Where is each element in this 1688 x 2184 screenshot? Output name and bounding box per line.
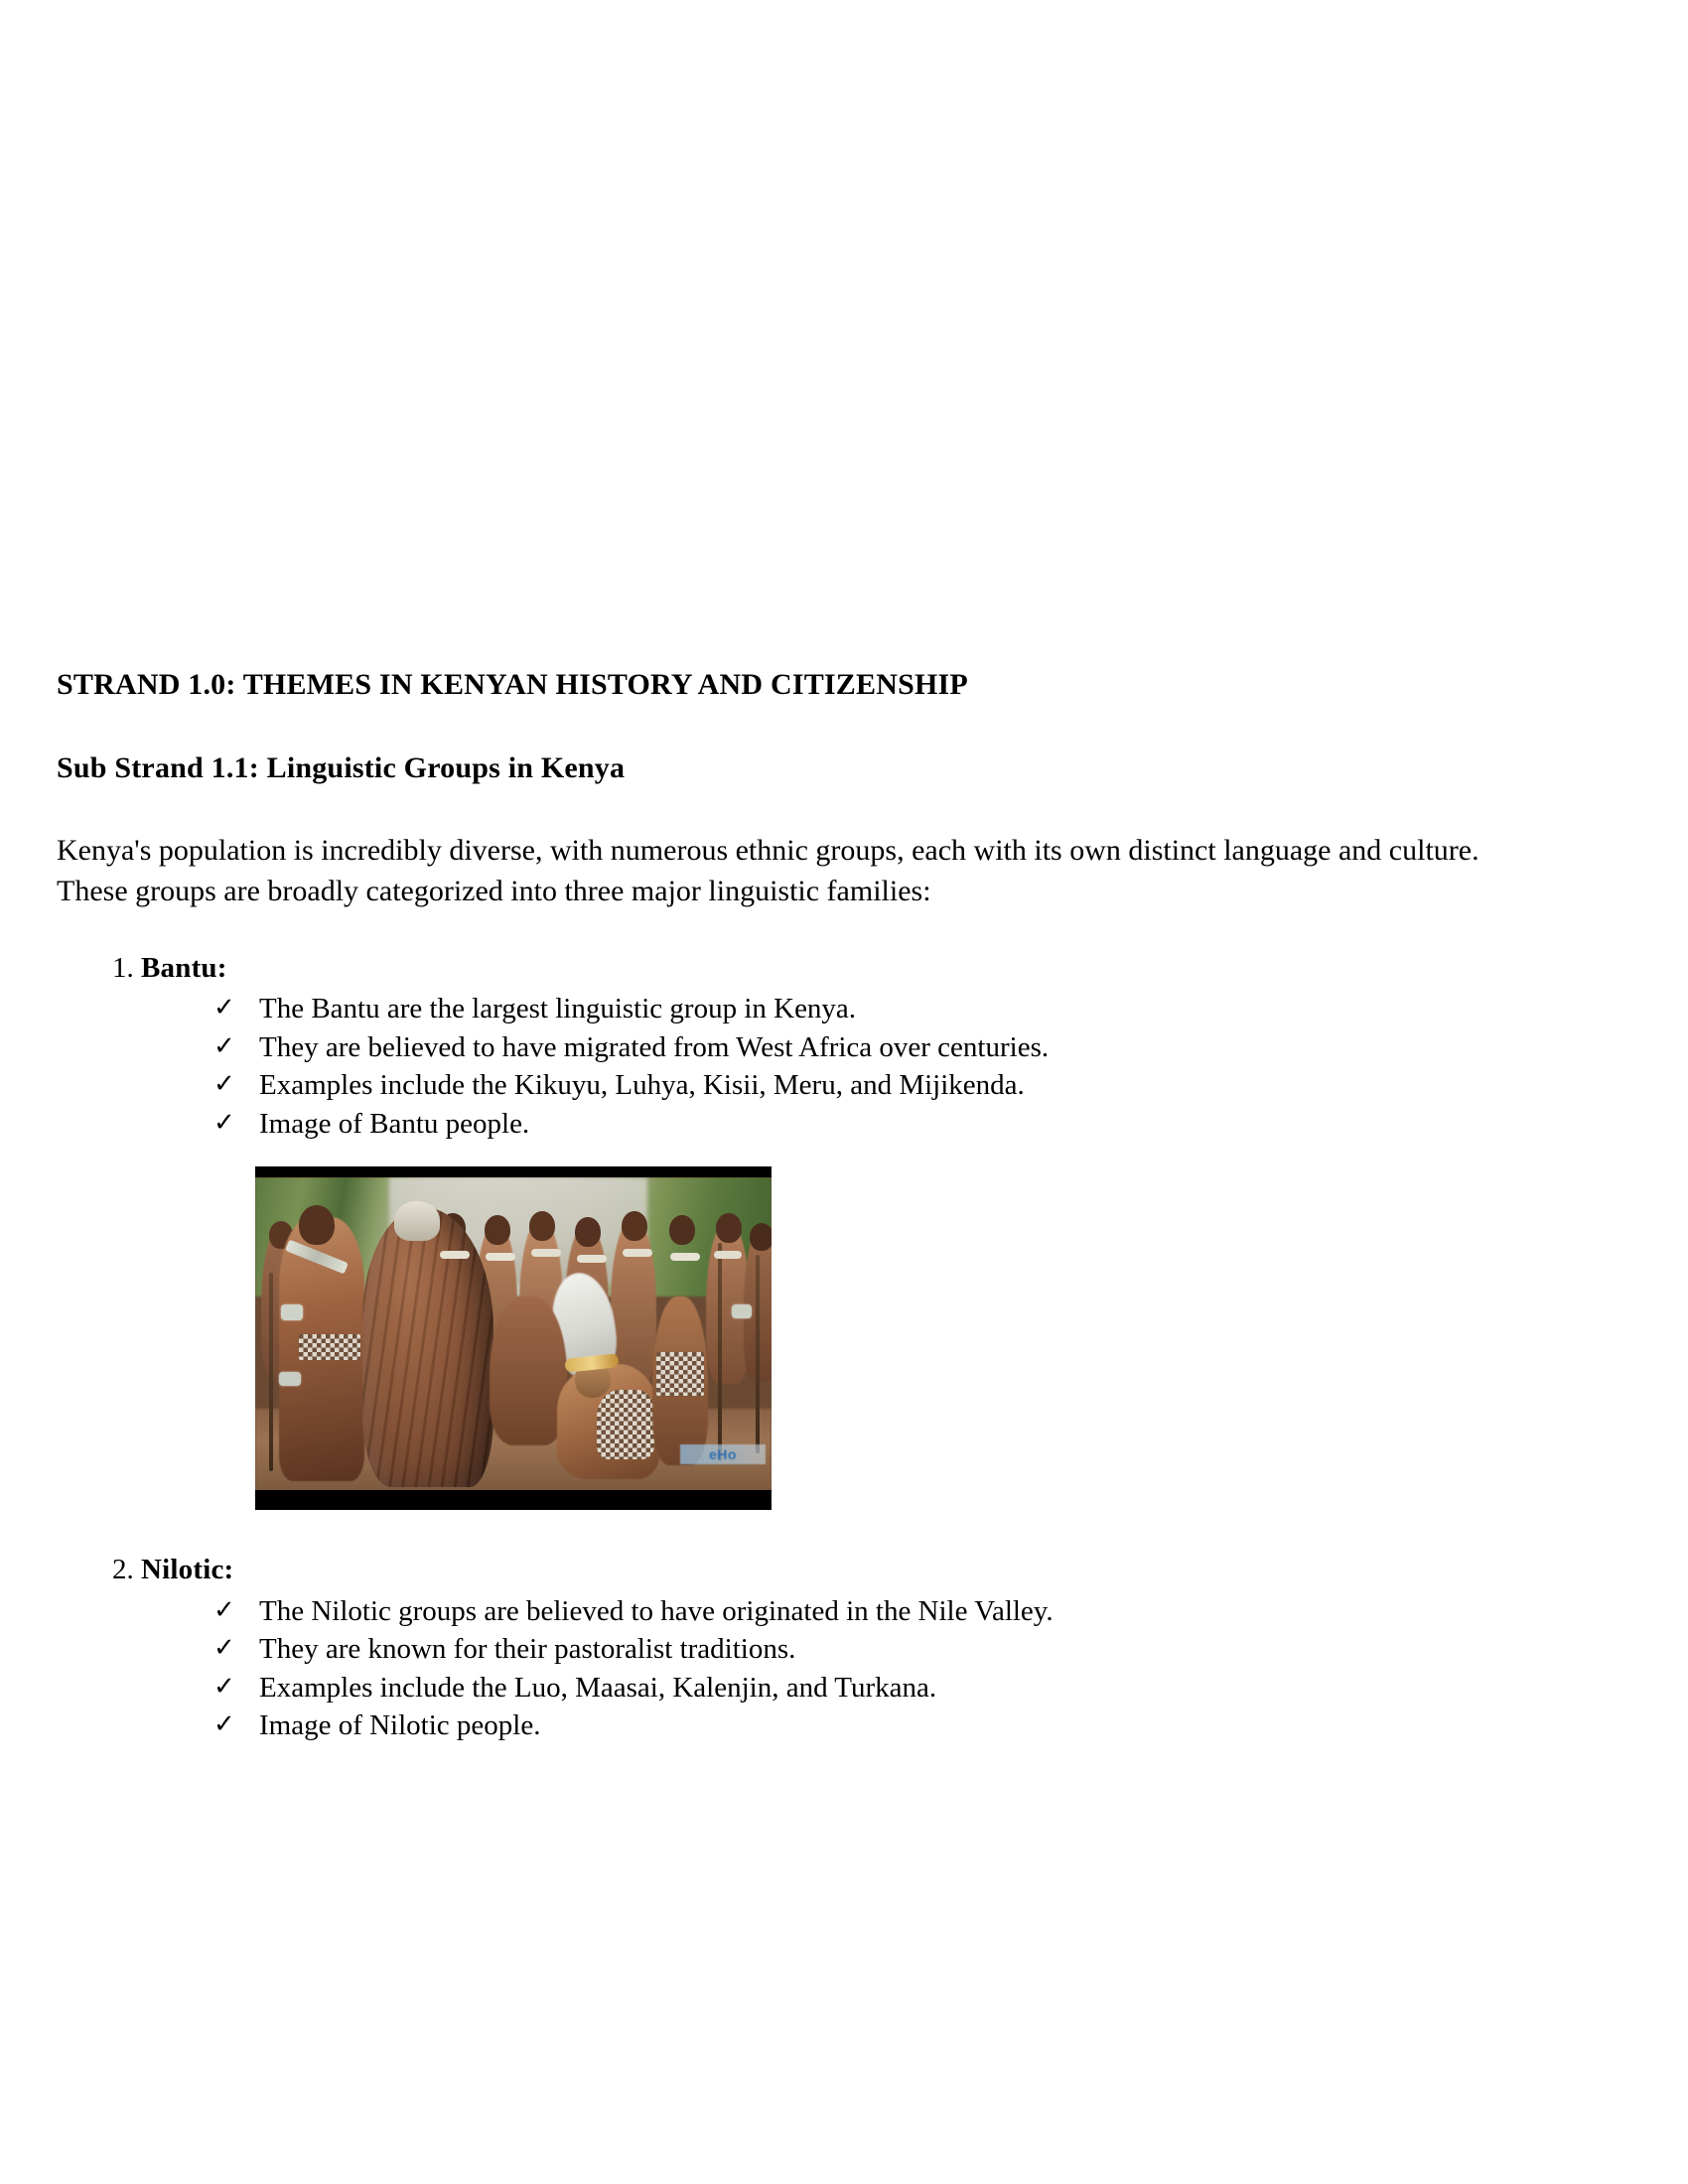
arm-band xyxy=(281,1304,303,1320)
check-icon: ✓ xyxy=(213,1709,235,1740)
group-heading-bantu xyxy=(57,950,1546,986)
list-item-text: Image of Bantu people. xyxy=(259,1107,530,1140)
group-number: 1. xyxy=(112,951,134,984)
linguistic-groups-list xyxy=(57,950,1546,1745)
list-item xyxy=(213,1028,1546,1067)
check-icon: ✓ xyxy=(213,1671,235,1702)
check-icon: ✓ xyxy=(213,993,235,1024)
list-item xyxy=(213,1669,1546,1707)
list-item xyxy=(213,1706,1546,1745)
check-icon: ✓ xyxy=(213,1633,235,1664)
crowd-figure-head xyxy=(529,1211,555,1241)
list-item-text: They are believed to have migrated from West Africa over centuries. xyxy=(259,1030,1050,1063)
crowd-figure-head xyxy=(669,1215,695,1245)
list-item xyxy=(213,1105,1546,1144)
document-content xyxy=(57,667,1546,1745)
cloaked-elder-head xyxy=(394,1201,440,1241)
list-item xyxy=(213,1066,1546,1105)
necklace xyxy=(531,1249,561,1257)
group-label: Nilotic: xyxy=(141,1554,234,1586)
photo-content xyxy=(255,1177,772,1490)
group-label: Bantu: xyxy=(141,951,227,984)
intro-paragraph: Kenya's population is incredibly diverse, with numerous ethnic groups, each with its own distinct language and culture. These groups are broadly categorized into three major linguistic families: xyxy=(57,834,1479,908)
spear-staff xyxy=(269,1273,273,1471)
crowd-figure-head xyxy=(716,1213,742,1243)
list-item xyxy=(213,1630,1546,1669)
necklace xyxy=(440,1251,470,1259)
check-icon: ✓ xyxy=(213,1107,235,1138)
arm-band xyxy=(279,1372,301,1386)
group-item-nilotic xyxy=(57,1552,1546,1745)
list-item-text: The Bantu are the largest linguistic group in Kenya. xyxy=(259,993,857,1025)
list-item-text: The Nilotic groups are believed to have originated in the Nile Valley. xyxy=(259,1594,1054,1627)
crowd-figure-head xyxy=(750,1223,772,1251)
beaded-skirt xyxy=(656,1352,704,1396)
cloaked-elder-figure xyxy=(362,1207,493,1487)
necklace xyxy=(670,1253,700,1261)
group-heading-nilotic xyxy=(57,1552,1546,1587)
list-item xyxy=(213,1592,1546,1631)
list-item-text: Image of Nilotic people. xyxy=(259,1709,541,1742)
attendant-figure xyxy=(490,1297,567,1445)
necklace xyxy=(486,1253,515,1261)
check-icon: ✓ xyxy=(213,1069,235,1100)
list-item-text: They are known for their pastoralist traditions. xyxy=(259,1633,796,1666)
spear-staff xyxy=(756,1255,760,1453)
bullet-list-nilotic xyxy=(57,1592,1546,1745)
list-item-text: Examples include the Luo, Maasai, Kalenjin, and Turkana. xyxy=(259,1671,937,1704)
crowd-figure-head xyxy=(575,1217,601,1247)
check-icon: ✓ xyxy=(213,1594,235,1625)
beaded-cape xyxy=(597,1390,654,1459)
beaded-belt xyxy=(299,1334,360,1360)
list-item-text: Examples include the Kikuyu, Luhya, Kisii, Meru, and Mijikenda. xyxy=(259,1069,1025,1102)
check-icon: ✓ xyxy=(213,1030,235,1061)
list-item xyxy=(213,990,1546,1028)
cloak-fold-texture xyxy=(362,1207,493,1487)
necklace xyxy=(714,1251,742,1259)
image-watermark: eHo xyxy=(680,1444,766,1464)
necklace xyxy=(577,1255,607,1263)
foreground-figure-head xyxy=(299,1205,335,1245)
figure-bantu-people xyxy=(57,1166,1546,1510)
spear-staff xyxy=(718,1243,722,1461)
arm-band xyxy=(732,1304,752,1318)
page-title: STRAND 1.0: THEMES IN KENYAN HISTORY AND CITIZENSHIP xyxy=(57,668,968,701)
crowd-figure-head xyxy=(485,1215,510,1245)
bullet-list-bantu xyxy=(57,990,1546,1143)
group-item-bantu xyxy=(57,950,1546,1511)
necklace xyxy=(623,1249,652,1257)
crowd-figure-head xyxy=(622,1211,647,1241)
bantu-people-photo xyxy=(255,1166,772,1510)
subsection-title: Sub Strand 1.1: Linguistic Groups in Kenya xyxy=(57,751,626,784)
group-number: 2. xyxy=(112,1554,134,1586)
